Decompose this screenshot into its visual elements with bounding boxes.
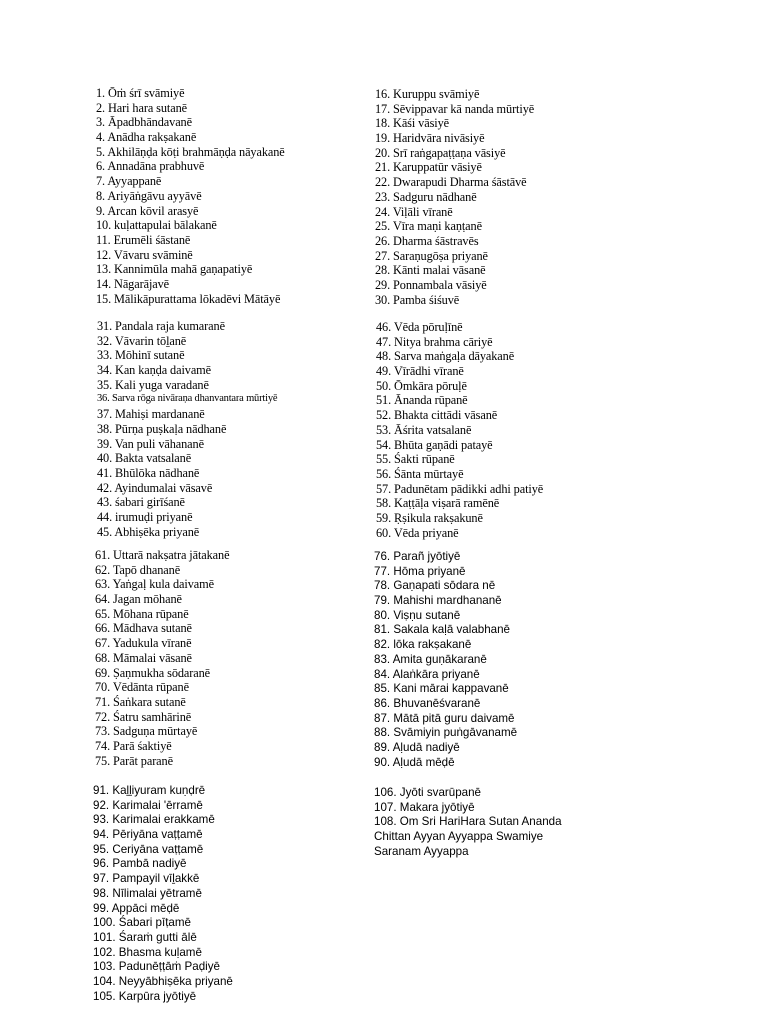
list-item: 57. Padunētam pādikki adhi patiyē <box>376 481 544 496</box>
list-item: 34. Kan kaṇḍa daivamē <box>97 363 211 378</box>
list-item: 49. Vīrādhi vīranē <box>376 364 464 379</box>
list-item: 18. Kāśi vāsiyē <box>375 116 449 131</box>
list-item: 53. Āśrita vatsalanē <box>376 422 472 437</box>
list-item: 51. Ānanda rūpanē <box>376 393 468 408</box>
list-item: 35. Kali yuga varadanē <box>97 377 209 392</box>
list-item: 62. Tapō dhananē <box>95 562 181 577</box>
list-item: 106. Jyōti svarūpanē <box>374 786 481 799</box>
list-item: 69. Ṣaṇmukha sōdaranē <box>95 665 211 680</box>
list-item: 14. Nāgarājavē <box>96 276 170 291</box>
list-item: 98. Nīlimalai yētramē <box>93 886 202 900</box>
list-item: 92. Karimalai 'ērramē <box>93 798 203 812</box>
list-item: 15. Mālikāpurattama lōkadēvi Mātāyē <box>96 291 281 306</box>
list-item: 13. Kannimūla mahā gaṇapatiyē <box>96 262 253 277</box>
list-item: 54. Bhūta gaṇādi patayē <box>376 437 493 452</box>
list-item: 29. Ponnambala vāsiyē <box>375 277 487 292</box>
list-item: 22. Dwarapudi Dharma śāstāvē <box>375 175 527 190</box>
list-item: 70. Vēdānta rūpanē <box>95 680 189 695</box>
names-list-91-105 <box>93 784 233 1004</box>
list-item: 71. Śaṅkara sutanē <box>95 694 186 709</box>
list-item: 94. Pēriyāna vaṭṭamē <box>93 828 203 842</box>
list-item: 86. Bhuvanēśvaranē <box>374 696 481 710</box>
list-item: 63. Yaṅgaḷ kula daivamē <box>95 577 214 592</box>
list-item: 42. Ayindumalai vāsavē <box>97 480 213 495</box>
list-item: 88. Svāmiyin puṅgāvanamē <box>374 726 518 740</box>
list-item: 59. Ṛṣikula rakṣakunē <box>376 510 483 525</box>
list-item: 78. Gaṇapati sōdara nē <box>374 579 496 593</box>
list-item: 31. Pandala raja kumaranē <box>97 319 225 333</box>
list-item: 100. Śabari pīṭamē <box>93 916 191 930</box>
list-item: 82. lōka rakṣakanē <box>374 638 472 652</box>
list-item: 58. Kaṭṭāḷa viṣarā ramēnē <box>376 496 500 511</box>
list-item: 40. Bakta vatsalanē <box>97 451 192 466</box>
list-item: 30. Pamba śiśuvē <box>375 292 460 307</box>
list-item: 89. Aḷudā nadiyē <box>374 740 460 754</box>
names-list-46-60 <box>376 320 543 540</box>
list-item: 27. Saraṇugōṣa priyanē <box>375 248 488 263</box>
list-item: 79. Mahishi mardhananē <box>374 594 502 608</box>
list-item: 50. Ōmkāra pōruḷē <box>376 378 467 393</box>
list-item: 107. Makara jyōtiyē <box>374 800 475 814</box>
list-item: 8. Ariyāṅgāvu ayyāvē <box>96 188 202 203</box>
list-item: 66. Mādhava sutanē <box>95 621 192 636</box>
list-item: Chittan Ayyan Ayyappa Swamiye <box>374 830 544 844</box>
list-item: 41. Bhūlōka nādhanē <box>97 465 200 480</box>
list-item: 11. Erumēli śāstanē <box>96 232 191 247</box>
list-item: 4. Anādha rakṣakanē <box>96 130 197 145</box>
list-item: 99. Appāci mēḍē <box>93 901 180 915</box>
list-item: 60. Vēda priyanē <box>376 525 459 540</box>
list-item: 85. Kani mārai kappavanē <box>374 682 509 696</box>
list-item: 10. kuḷattapulai bālakanē <box>96 218 217 233</box>
list-item: Saranam Ayyappa <box>374 844 469 858</box>
list-item: 75. Parāt paranē <box>95 753 173 768</box>
list-item: 39. Van puli vāhananē <box>97 436 204 451</box>
list-item: 61. Uttarā nakṣatra jātakanē <box>95 548 230 562</box>
list-item: 12. Vāvaru svāminē <box>96 247 193 262</box>
list-item: 101. Śaraṁ gutti ālē <box>93 930 197 944</box>
list-item: 105. Karpūra jyōtiyē <box>93 989 197 1003</box>
list-item: 25. Vīra maṇi kaṇṭanē <box>375 219 482 234</box>
list-item: 1. Ōṁ śrī svāmiyē <box>96 86 185 100</box>
list-item: 45. Abhiṣēka priyanē <box>97 524 200 539</box>
list-item: 95. Ceriyāna vaṭṭamē <box>93 842 204 856</box>
list-item: 26. Dharma śāstravēs <box>375 233 479 248</box>
list-item: 90. Aḷudā mēḍē <box>374 755 455 769</box>
list-item: 97. Pampayil vīḻakkē <box>93 872 200 886</box>
list-item: 21. Karuppatūr vāsiyē <box>375 160 482 175</box>
list-item: 3. Āpadbhāndavanē <box>96 115 192 130</box>
list-item: 64. Jagan mōhanē <box>95 592 182 607</box>
list-item: 5. Akhilāṇḍa kōṭi brahmāṇḍa nāyakanē <box>96 144 285 159</box>
list-item: 47. Nitya brahma cāriyē <box>376 334 493 349</box>
names-list-106-108 <box>374 786 562 859</box>
list-item: 77. Hōma priyanē <box>374 564 466 578</box>
list-item: 16. Kuruppu svāmiyē <box>375 87 480 101</box>
names-list-61-75 <box>95 548 229 768</box>
list-item: 87. Mātā pitā guru daivamē <box>374 711 515 725</box>
list-item: 44. irumuḍi priyanē <box>97 509 193 524</box>
list-item: 104. Neyyābhiṣēka priyanē <box>93 974 233 988</box>
names-list-76-90 <box>374 550 517 770</box>
list-item: 103. Padunēṭṭāṁ Paḍiyē <box>93 960 220 974</box>
list-item: 38. Pūrṇa puṣkaḷa nādhanē <box>97 421 227 436</box>
list-item: 6. Annadāna prabhuvē <box>96 159 205 174</box>
list-item: 81. Sakala kaḷā valabhanē <box>374 623 511 637</box>
list-item: 91. Kaḻḻiyuram kuṇḍrē <box>93 784 206 797</box>
list-item: 76. Parañ jyōtiyē <box>374 550 461 563</box>
list-item: 23. Sadguru nādhanē <box>375 189 477 204</box>
names-list-16-30 <box>375 87 534 307</box>
list-item: 73. Sadguṇa mūrtayē <box>95 724 198 739</box>
list-item: 36. Sarva rōga nivāraṇa dhanvantara mūrtiyē <box>97 393 278 405</box>
list-item: 17. Sēvippavar kā nanda mūrtiyē <box>375 101 535 116</box>
list-item: 93. Karimalai erakkamē <box>93 813 215 827</box>
list-item: 68. Māmalai vāsanē <box>95 650 192 665</box>
list-item: 37. Mahiṣi mardananē <box>97 407 205 422</box>
list-item: 19. Haridvāra nivāsiyē <box>375 131 485 146</box>
list-item: 108. Om Sri HariHara Sutan Ananda <box>374 815 562 829</box>
list-item: 56. Śānta mūrtayē <box>376 466 464 481</box>
list-item: 96. Pambā nadiyē <box>93 857 187 871</box>
list-item: 9. Arcan kōvil arasyē <box>96 203 199 218</box>
list-item: 52. Bhakta cittādi vāsanē <box>376 408 498 423</box>
list-item: 28. Kānti malai vāsanē <box>375 263 486 278</box>
list-item: 65. Mōhana rūpanē <box>95 606 189 621</box>
list-item: 84. Alaṅkāra priyanē <box>374 667 480 681</box>
names-list-1-15 <box>96 86 285 306</box>
list-item: 67. Yadukula vīranē <box>95 636 192 651</box>
list-item: 55. Śakti rūpanē <box>376 452 455 467</box>
list-item: 72. Śatru samhārinē <box>95 709 192 724</box>
list-item: 102. Bhasma kuḷamē <box>93 945 202 959</box>
list-item: 7. Ayyappanē <box>96 174 162 189</box>
list-item: 83. Amita guṇākaranē <box>374 652 487 666</box>
list-item: 32. Vāvarin tōḻanē <box>97 333 187 348</box>
list-item: 80. Viṣṇu sutanē <box>374 608 461 622</box>
list-item: 48. Sarva maṅgaḷa dāyakanē <box>376 349 515 364</box>
list-item: 20. Srī raṅgapaṭṭaṇa vāsiyē <box>375 145 506 160</box>
list-item: 74. Parā śaktiyē <box>95 738 172 753</box>
list-item: 43. śabari girīśanē <box>97 495 185 510</box>
list-item: 46. Vēda pōruḷīnē <box>376 320 463 334</box>
list-item: 24. Viḷāli vīranē <box>375 204 453 219</box>
names-list-31-45 <box>97 319 277 539</box>
list-item: 33. Mōhinī sutanē <box>97 348 185 363</box>
list-item: 2. Hari hara sutanē <box>96 100 187 115</box>
